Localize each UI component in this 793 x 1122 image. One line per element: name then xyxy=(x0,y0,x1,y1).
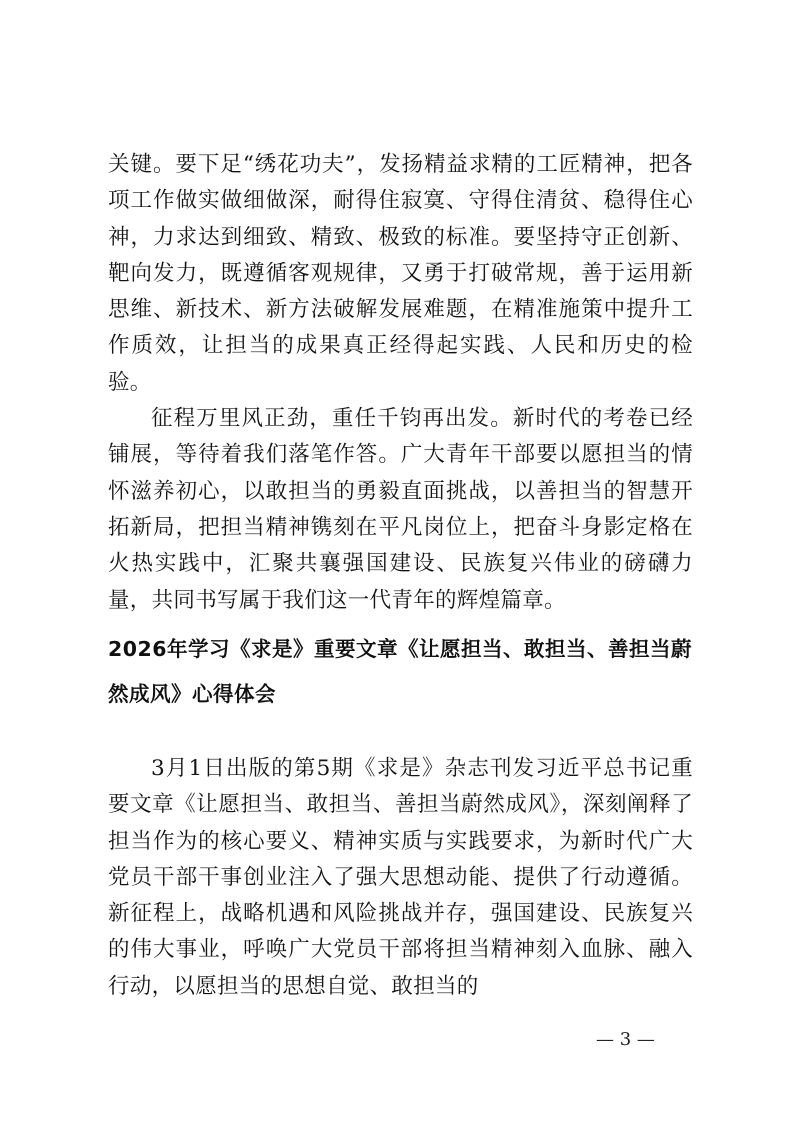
article-title: 2026年学习《求是》重要文章《让愿担当、敢担当、善担当蔚然成风》心得体会 xyxy=(108,637,693,706)
section-2-body xyxy=(108,751,693,1005)
section-1-body xyxy=(108,147,693,619)
paragraph: 征程万里风正劲，重任千钧再出发。新时代的考卷已经铺展，等待着我们落笔作答。广大青年干部要以愿担当的情怀滋养初心，以敢担当的勇毅直面挑战，以善担当的智慧开拓新局，把担当精神镌刻在平凡岗位上，把奋斗身影定格在火热实践中，汇聚共襄强国建设、民族复兴伟业的磅礴力量，共同书写属于我们这一代青年的辉煌篇章。 xyxy=(108,406,693,613)
paragraph: 3月1日出版的第5期《求是》杂志刊发习近平总书记重要文章《让愿担当、敢担当、善担当蔚然成风》，深刻阐释了担当作为的核心要义、精神实质与实践要求，为新时代广大党员干部干事创业注入了强大思想动能、提供了行动遵循。新征程上，战略机遇和风险挑战并存，强国建设、民族复兴的伟大事业，呼唤广大党员干部将担当精神刻入血脉、融入行动，以愿担当的思想自觉、敢担当的 xyxy=(108,756,693,999)
paragraph: 关键。要下足“绣花功夫”，发扬精益求精的工匠精神，把各项工作做实做细做深，耐得住寂寞、守得住清贫、稳得住心神，力求达到细致、精致、极致的标准。要坚持守正创新、靶向发力，既遵循客观规律，又勇于打破常规，善于运用新思维、新技术、新方法破解发展难题，在精准施策中提升工作质效，让担当的成果真正经得起实践、人民和历史的检验。 xyxy=(108,152,693,395)
page-number: — 3 — xyxy=(596,1029,655,1050)
